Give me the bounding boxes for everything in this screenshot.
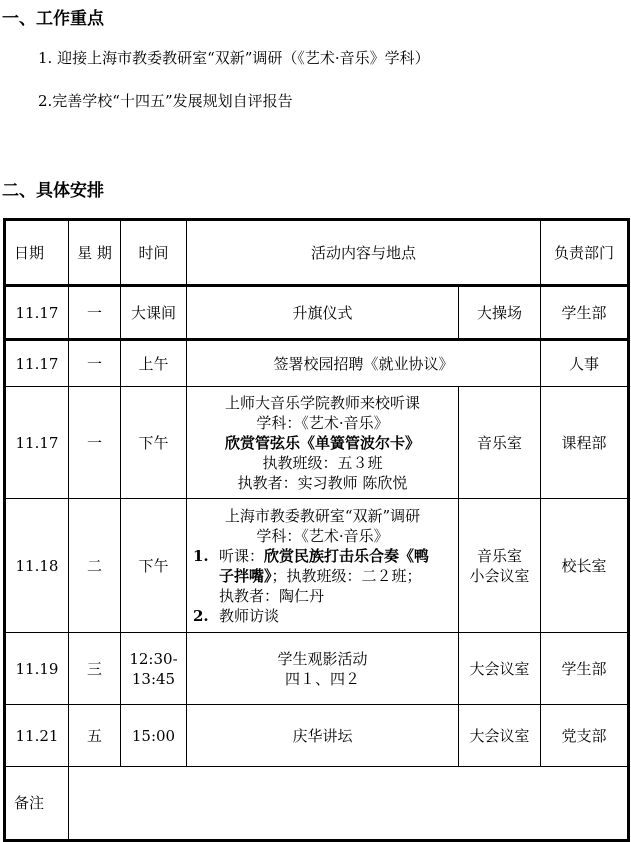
sub-item-text: 听课： (219, 546, 265, 565)
activity-line: 执教班级：五３班 (262, 453, 383, 472)
header-date: 日期 (5, 220, 69, 286)
cell-place: 音乐室 (459, 387, 541, 499)
cell-date: 11.17 (5, 286, 69, 340)
section-title-work-focus: 一、工作重点 (2, 9, 104, 29)
activity-line: 四１、四２ (284, 669, 360, 688)
cell-weekday: 一 (69, 286, 121, 340)
table-row (5, 387, 629, 499)
cell-weekday: 一 (69, 340, 121, 387)
cell-dept: 党支部 (541, 705, 629, 767)
cell-time (121, 633, 187, 705)
table-row (5, 340, 629, 387)
activity-line: 学生观影活动 (277, 649, 368, 668)
work-focus-item-1: 1. 迎接上海市教委教研室“双新”调研（《艺术·音乐》学科） (38, 49, 430, 67)
cell-date: 11.17 (5, 387, 69, 499)
table-row (5, 705, 629, 767)
table-row (5, 286, 629, 340)
cell-time: 下午 (121, 387, 187, 499)
time-line: 12:30- (129, 649, 178, 668)
activity-line: 学科：《艺术·音乐》 (256, 526, 389, 545)
sub-item-text: 教师访谈 (219, 606, 280, 625)
cell-weekday: 二 (69, 499, 121, 633)
cell-activity: 升旗仪式 (187, 286, 459, 340)
cell-activity (187, 387, 459, 499)
remark-row (5, 767, 629, 841)
cell-activity: 庆华讲坛 (187, 705, 459, 767)
cell-place (459, 499, 541, 633)
activity-line-highlight: 欣赏管弦乐《单簧管波尔卡》 (224, 433, 420, 452)
remark-value (69, 767, 629, 841)
cell-dept: 课程部 (541, 387, 629, 499)
remark-label: 备注 (5, 767, 69, 841)
activity-sub-item-2 (187, 606, 458, 626)
place-line: 小会议室 (469, 566, 530, 585)
header-weekday: 星 期 (69, 220, 121, 286)
activity-text: 签署校园招聘《就业协议》 (273, 354, 454, 373)
cell-place: 大会议室 (459, 705, 541, 767)
activity-sub-item-1-cont (187, 566, 458, 586)
cell-time: 上午 (121, 340, 187, 387)
activity-line: 上海市教委教研室“双新”调研 (224, 506, 421, 525)
cell-place: 大操场 (459, 286, 541, 340)
section-title-schedule: 二、具体安排 (2, 181, 104, 201)
cell-weekday: 一 (69, 387, 121, 499)
activity-sub-item-1-teacher: 执教者：陶仁丹 (219, 586, 325, 605)
cell-date: 11.19 (5, 633, 69, 705)
cell-activity (187, 340, 541, 387)
cell-dept: 学生部 (541, 286, 629, 340)
activity-line: 执教者：实习教师 陈欣悦 (237, 473, 408, 492)
cell-place: 大会议室 (459, 633, 541, 705)
cell-activity (187, 499, 459, 633)
cell-date: 11.21 (5, 705, 69, 767)
table-row (5, 499, 629, 633)
header-activity: 活动内容与地点 (187, 220, 541, 286)
cell-time: 下午 (121, 499, 187, 633)
cell-activity (187, 633, 459, 705)
place-line: 音乐室 (477, 546, 523, 565)
cell-dept: 人事 (541, 340, 629, 387)
cell-time: 大课间 (121, 286, 187, 340)
cell-weekday: 五 (69, 705, 121, 767)
schedule-table (3, 218, 630, 842)
time-line: 13:45 (131, 669, 176, 688)
table-row (5, 633, 629, 705)
header-dept: 负责部门 (541, 220, 629, 286)
cell-date: 11.18 (5, 499, 69, 633)
sub-item-highlight: 欣赏民族打击乐合奏《鸭 (264, 546, 430, 565)
sub-item-highlight: 子拌嘴》 (219, 566, 272, 585)
cell-time: 15:00 (121, 705, 187, 767)
activity-sub-item-1 (187, 546, 458, 566)
sub-item-text: ；执教班级：二２班； (271, 566, 422, 585)
activity-line: 上师大音乐学院教师来校听课 (224, 393, 420, 412)
cell-date: 11.17 (5, 340, 69, 387)
sub-item-number: 1. (193, 546, 209, 565)
cell-weekday: 三 (69, 633, 121, 705)
sub-item-number: 2. (193, 606, 209, 625)
cell-dept: 校长室 (541, 499, 629, 633)
cell-dept: 学生部 (541, 633, 629, 705)
header-time: 时间 (121, 220, 187, 286)
work-focus-item-2: 2.完善学校“十四五”发展规划自评报告 (38, 92, 293, 110)
activity-line: 学科：《艺术·音乐》 (256, 413, 389, 432)
table-header-row (5, 220, 629, 286)
